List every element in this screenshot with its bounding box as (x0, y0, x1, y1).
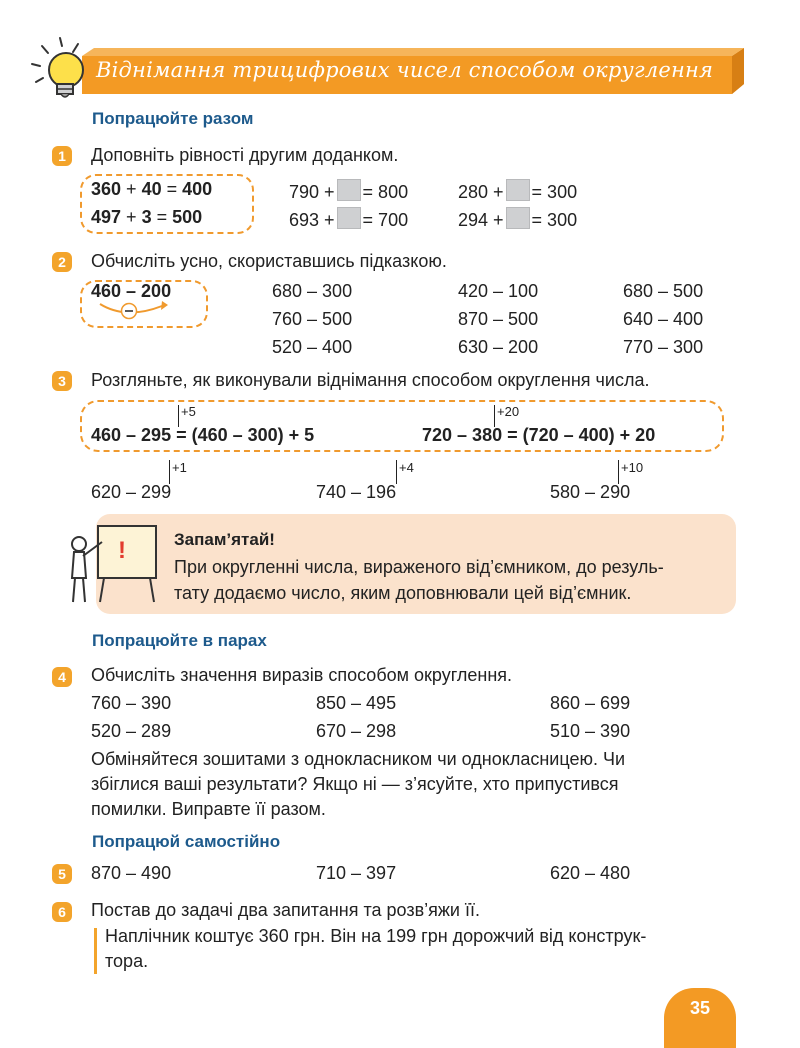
lightbulb-icon (28, 36, 94, 106)
task6-text: Постав до задачі два запитання та розв’яжи її. (91, 900, 480, 920)
task6-problem: тора. (105, 951, 149, 971)
task4-item: 760 – 390 (91, 693, 172, 713)
task5-item: 620 – 480 (550, 863, 631, 883)
task-number-1: 1 (52, 146, 72, 166)
answer-box[interactable] (506, 207, 530, 229)
task2-item: 680 – 300 (272, 281, 353, 301)
teacher-board-icon (62, 520, 162, 604)
task3-text: Розгляньте, як виконували віднімання способом округлення числа. (91, 370, 650, 390)
task3-item: 620 – 299 (91, 482, 172, 502)
note-text: При округленні числа, вираженого від’ємником, до резуль- (174, 557, 664, 577)
rounding-marker (178, 405, 179, 427)
task2-item: 520 – 400 (272, 337, 353, 357)
task2-item: 420 – 100 (458, 281, 539, 301)
rounding-marker (618, 460, 619, 484)
task4-paragraph: збіглися ваші результати? Якщо ні — з’ясуйте, хто припустився (91, 774, 619, 794)
task1-equation: 790 + = 800 (289, 179, 408, 203)
task1-equation: 280 + = 300 (458, 179, 577, 203)
task4-text: Обчисліть значення виразів способом округлення. (91, 665, 513, 685)
task1-example-2: 497 + 3 = 500 (91, 207, 203, 227)
task2-example: 460 – 200 (91, 281, 172, 301)
task1-example-1: 360 + 40 = 400 (91, 179, 213, 199)
task4-item: 670 – 298 (316, 721, 397, 741)
task2-item: 760 – 500 (272, 309, 353, 329)
task1-text: Доповніть рівності другим доданком. (91, 145, 399, 165)
rounding-marker (169, 460, 170, 484)
task3-example-1: 460 – 295 = (460 – 300) + 5 (91, 425, 315, 445)
svg-text:!: ! (118, 537, 126, 564)
task3-item: 580 – 290 (550, 482, 631, 502)
task5-item: 710 – 397 (316, 863, 397, 883)
task3-example-2: 720 – 380 = (720 – 400) + 20 (422, 425, 656, 445)
task1-equation: 693 + = 700 (289, 207, 408, 231)
note-title: Запам’ятай! (174, 530, 275, 549)
rounding-addend: +4 (399, 460, 414, 475)
minus-circle-icon (120, 302, 138, 320)
task-number-5: 5 (52, 864, 72, 884)
task1-equation: 294 + = 300 (458, 207, 577, 231)
task4-item: 510 – 390 (550, 721, 631, 741)
rounding-marker (396, 460, 397, 484)
note-text: тату додаємо число, яким доповнювали цей від’ємник. (174, 583, 632, 603)
rounding-marker (494, 405, 495, 427)
task4-paragraph: помилки. Виправте її разом. (91, 799, 326, 819)
task2-item: 870 – 500 (458, 309, 539, 329)
rounding-addend: +1 (172, 460, 187, 475)
rounding-addend: +10 (621, 460, 644, 475)
task5-item: 870 – 490 (91, 863, 172, 883)
task2-item: 770 – 300 (623, 337, 704, 357)
section-heading-pairs: Попрацюйте в парах (92, 631, 267, 650)
task2-item: 630 – 200 (458, 337, 539, 357)
answer-box[interactable] (337, 179, 361, 201)
section-heading-together: Попрацюйте разом (92, 109, 254, 128)
task4-paragraph: Обміняйтеся зошитами з однокласником чи однокласницею. Чи (91, 749, 626, 769)
task2-item: 640 – 400 (623, 309, 704, 329)
section-heading-alone: Попрацюй самостійно (92, 832, 281, 851)
task-number-3: 3 (52, 371, 72, 391)
answer-box[interactable] (506, 179, 530, 201)
answer-box[interactable] (337, 207, 361, 229)
task3-item: 740 – 196 (316, 482, 397, 502)
task4-item: 860 – 699 (550, 693, 631, 713)
page-title: Віднімання трицифрових чисел способом округлення (96, 58, 714, 82)
task4-item: 520 – 289 (91, 721, 172, 741)
task-number-6: 6 (52, 902, 72, 922)
task4-item: 850 – 495 (316, 693, 397, 713)
rounding-addend: +5 (181, 404, 196, 419)
task2-item: 680 – 500 (623, 281, 704, 301)
task-number-4: 4 (52, 667, 72, 687)
task6-problem: Наплічник коштує 360 грн. Він на 199 грн дорожчий від конструк- (105, 926, 647, 946)
task2-text: Обчисліть усно, скориставшись підказкою. (91, 251, 447, 271)
page-number: 35 (689, 998, 711, 1018)
task-number-2: 2 (52, 252, 72, 272)
problem-marker (94, 928, 97, 974)
rounding-addend: +20 (497, 404, 520, 419)
